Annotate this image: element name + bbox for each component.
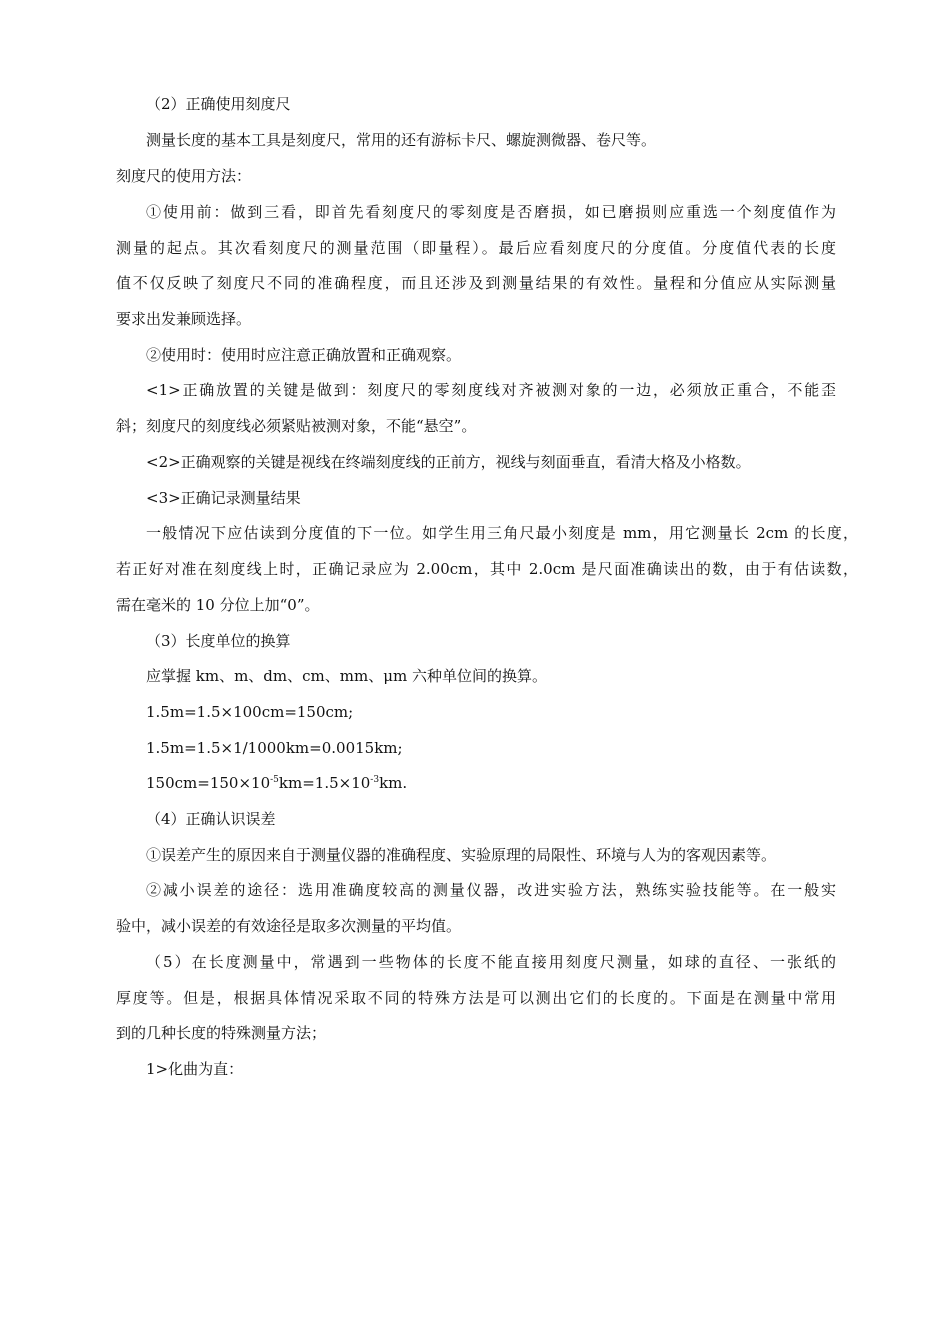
paragraph-line: 测量长度的基本工具是刻度尺，常用的还有游标卡尺、螺旋测微器、卷尺等。 <box>146 131 657 149</box>
paragraph-line: ②使用时：使用时应注意正确放置和正确观察。 <box>146 346 462 364</box>
paragraph-line: <3>正确记录测量结果 <box>146 489 301 507</box>
section-heading-3: （3）长度单位的换算 <box>146 632 291 650</box>
subheading: 1>化曲为直： <box>146 1060 244 1078</box>
formula-part: km=1.5×10 <box>278 774 371 792</box>
formula-part: km. <box>379 774 408 792</box>
section-heading-2: （2）正确使用刻度尺 <box>146 95 291 113</box>
paragraph-line: <2>正确观察的关键是视线在终端刻度线的正前方，视线与刻面垂直，看清大格及小格数。 <box>146 453 751 471</box>
paragraph-line: 若正好对准在刻度线上时，正确记录应为 2.00cm，其中 2.0cm 是尺面准确读出的数，由于有估读数， <box>116 560 858 578</box>
formula-line: 1.5m=1.5×100cm=150cm; <box>146 703 354 721</box>
paragraph-line: ①误差产生的原因来自于测量仪器的准确程度、实验原理的局限性、环境与人为的客观因素等。 <box>146 846 777 864</box>
formula-line: 1.5m=1.5×1/1000km=0.0015km; <box>146 739 403 757</box>
exponent: -3 <box>370 775 380 785</box>
paragraph-line: 验中，减小误差的有效途径是取多次测量的平均值。 <box>116 917 462 935</box>
section-heading-5: （5）在长度测量中，常遇到一些物体的长度不能直接用刻度尺测量，如球的直径、一张纸的 <box>146 953 836 971</box>
paragraph-line: 值不仅反映了刻度尺不同的准确程度，而且还涉及到测量结果的有效性。量程和分值应从实际测量 <box>116 274 836 292</box>
paragraph-line: 刻度尺的使用方法： <box>116 167 252 185</box>
paragraph-line: 应掌握 km、m、dm、cm、mm、μm 六种单位间的换算。 <box>146 667 547 685</box>
formula-part: 150cm=150×10 <box>146 774 271 792</box>
paragraph-line: ②减小误差的途径：选用准确度较高的测量仪器，改进实验方法，熟练实验技能等。在一般实 <box>146 881 836 899</box>
section-heading-4: （4）正确认识误差 <box>146 810 276 828</box>
paragraph-line: 一般情况下应估读到分度值的下一位。如学生用三角尺最小刻度是 mm，用它测量长 2cm 的长度， <box>146 524 858 542</box>
paragraph-line: 需在毫米的 10 分位上加“0”。 <box>116 596 320 614</box>
exponent: -5 <box>270 775 279 785</box>
paragraph-line: ①使用前：做到三看，即首先看刻度尺的零刻度是否磨损，如已磨损则应重选一个刻度值作为 <box>146 203 836 221</box>
paragraph-line: 到的几种长度的特殊测量方法； <box>116 1024 327 1042</box>
formula-line <box>146 773 407 793</box>
paragraph-line: 斜；刻度尺的刻度线必须紧贴被测对象，不能“悬空”。 <box>116 417 477 435</box>
paragraph-line: 厚度等。但是，根据具体情况采取不同的特殊方法是可以测出它们的长度的。下面是在测量中常用 <box>116 989 836 1007</box>
paragraph-line: <1>正确放置的关键是做到：刻度尺的零刻度线对齐被测对象的一边，必须放正重合，不能歪 <box>146 381 836 399</box>
paragraph-line: 测量的起点。其次看刻度尺的测量范围（即量程）。最后应看刻度尺的分度值。分度值代表的长度 <box>116 239 836 257</box>
paragraph-line: 要求出发兼顾选择。 <box>116 310 252 328</box>
